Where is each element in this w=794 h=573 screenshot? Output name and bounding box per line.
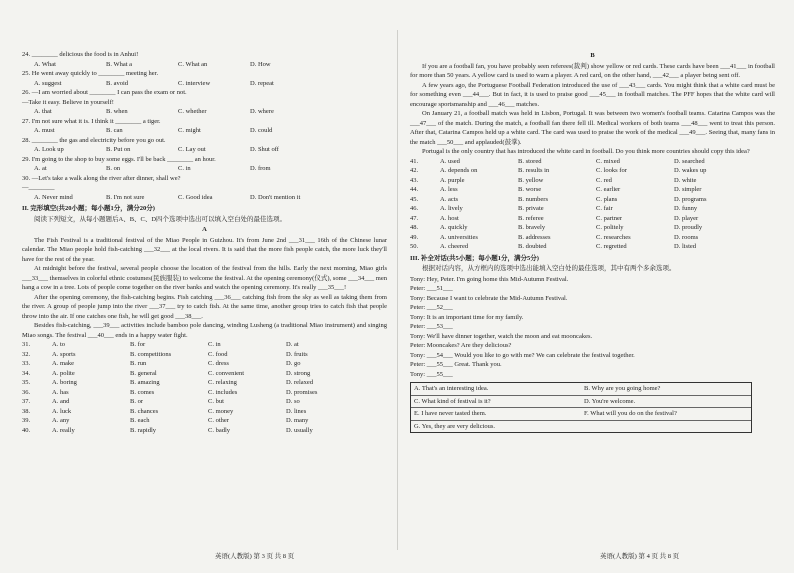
cloze-option-row [22,416,387,426]
dialog-line: Peter: ___53___ [410,323,453,330]
cloze-option-row [22,359,387,369]
question-number: 40. [22,426,31,434]
answer-option: B. I'm not sure [106,193,145,201]
section-instructions: 根据对话内容，从方框内的选项中选出能填入空白处的最佳选项，其中有两个多余选项。 [422,265,676,272]
cloze-option-row [22,426,387,436]
cloze-option: A. really [52,426,75,434]
answer-option: B. avoid [106,79,129,87]
question-response: —________ [22,184,55,191]
cloze-option: A. quickly [440,224,468,231]
cloze-option: B. chances [130,407,159,415]
section-instructions: 阅读下列短文，从每小题题后A、B、C、D四个选项中选出可以填入空白处的最佳选项。 [34,215,287,223]
cloze-option: C. food [208,350,228,358]
answer-option: A. What [34,60,56,68]
right-page [410,50,775,433]
dialog-line: Tony: ___55___ [410,370,453,378]
dialog-line: Tony: ___54___ Would you like to go with me? We can celebrate the festival together. [410,351,635,359]
passage-paragraph: If you are a football fan, you have probably seen referees(裁判) show yellow or red cards. These cards have been ___41___ in football for more than 50 years. A yellow card is used to warn a player. A red card, on the other hand, ___42___ a player being sent off. [410,62,775,79]
question-number: 31. [22,341,31,348]
cloze-option: A. any [52,417,70,424]
cloze-option: D. relaxed [286,379,314,386]
question-number: 45. [410,195,419,203]
cloze-option: D. promises [286,388,318,396]
cloze-option: B. for [130,341,146,348]
cloze-option: B. doubted [518,243,547,250]
question-number: 36. [22,388,31,396]
cloze-option: D. programs [674,195,707,203]
answer-option: B. can [106,127,123,134]
cloze-option: C. partner [596,214,622,222]
question-stem: 25. He went away quickly to ________ meeting her. [22,70,159,77]
question-number: 39. [22,417,31,424]
cloze-option: A. luck [52,407,72,415]
dialog-line: Peter: Mooncakes? Are they delicious? [410,342,512,349]
answer-option: A. must [34,127,55,134]
question-number: 46. [410,205,419,212]
answer-choice: G. Yes, they are very delicious. [414,422,496,430]
question-number: 38. [22,407,31,415]
question-stem: 30. —Let's take a walk along the river after dinner, shall we? [22,174,181,182]
question-number: 42. [410,167,419,174]
cloze-option: A. sports [52,350,76,358]
cloze-option-row [410,195,775,205]
answer-option: D. where [250,108,274,115]
answer-options [34,193,387,203]
question-stem: 27. I'm not sure what it is. I think it ________ a tiger. [22,117,161,125]
cloze-option: C. looks for [596,167,627,174]
cloze-option: C. earlier [596,186,621,193]
cloze-option: A. make [52,360,75,367]
cloze-option: A. depends on [440,167,478,174]
cloze-option-row [22,350,387,360]
cloze-option: B. numbers [518,195,548,203]
cloze-option: B. amazing [130,379,160,386]
question-response: —Take it easy. Believe in yourself! [22,98,114,106]
answer-option: C. Lay out [178,146,206,153]
answer-choice: A. That's an interesting idea. [411,383,581,396]
cloze-option-row [410,157,775,167]
dialog-line: Tony: Because I want to celebrate the Mid-Autumn Festival. [410,294,568,302]
dialog-line: Peter: ___52___ [410,304,453,311]
cloze-option: C. politely [596,224,624,231]
cloze-option: C. dress [208,360,229,367]
cloze-option: A. has [52,388,69,396]
cloze-option: B. yellow [518,176,544,184]
answer-options [34,60,387,70]
cloze-option: A. and [52,398,70,405]
question-number: 34. [22,369,31,377]
question-stem: 26. —I am worried about ________ I can pass the exam or not. [22,89,187,96]
answer-option: B. on [106,165,121,172]
cloze-option: D. fruits [286,350,308,358]
passage-paragraph: At midnight before the festival, several people choose the location of the festival from the hills. Early the next morning, Miao girls ___33___ themselves in colorful ethnic costumes(民族服装) to welcome the festival. At the opening ceremony(仪式), some ___34___ men hang a cow in a tree. Lots of people come together on the river banks and watch the opening ceremony. It's really ___35___! [22,265,387,291]
question-number: 33. [22,360,31,367]
section-heading: III. 补全对话(共5小题；每小题1分，满分5分) [410,254,539,262]
dialog-line: Peter: ___51___ [410,285,453,292]
cloze-option-row [22,340,387,350]
question-number: 48. [410,224,419,231]
cloze-option: B. or [130,398,143,405]
answer-option: B. Put on [106,146,131,153]
answer-options [34,79,387,89]
left-footer: 英语(人教版) 第 3 页 共 8 页 [215,553,295,560]
cloze-option-row [410,166,775,176]
passage-paragraph: Besides fish-catching, ___39___ activities include bamboo pole dancing, winding Lusheng (a traditional Miao instrument) and singing Miao songs. The festival ___40___ ends in a happy water fight. [22,322,387,339]
question-stem: 24. ________ delicious the food is in Anhui! [22,51,139,58]
cloze-option: C. includes [208,388,238,396]
passage-paragraph: Portugal is the only country that has introduced the white card in football. Do you think more countries should copy this idea? [422,148,750,155]
question-number: 44. [410,186,419,193]
cloze-option-row [22,369,387,379]
answer-choice: E. I have never tasted them. [411,408,581,421]
cloze-option-row [410,242,775,252]
cloze-option: C. money [208,407,234,415]
answer-option: A. at [34,165,47,172]
answer-option: A. that [34,108,52,115]
cloze-option-row [22,407,387,417]
cloze-option: A. universities [440,233,478,241]
passage-title: A [202,226,207,233]
question-number: 41. [410,157,419,165]
answer-choice-box [410,382,752,433]
cloze-option-row [22,388,387,398]
cloze-option: A. lively [440,205,463,212]
cloze-option: D. so [286,398,300,405]
question-number: 50. [410,243,419,250]
cloze-option-row [410,204,775,214]
cloze-option: D. funny [674,205,698,212]
cloze-option: C. but [208,398,224,405]
cloze-option: C. badly [208,426,231,434]
passage-paragraph: The Fish Festival is a traditional festival of the Miao People in Guizhou. It's from June 2nd ___31___ 16th of the Chinese lunar calendar. The Miao people hold fish-catching ___32___ at the local rivers. It is said that the more fish people catch, the more luck they'll have for the rest of the year. [22,236,387,263]
answer-option: A. Never mind [34,193,73,201]
cloze-option-row [22,397,387,407]
dialog-line: Tony: It is an important time for my family. [410,313,524,321]
cloze-option: D. white [674,176,697,184]
section-heading: II. 完形填空(共20小题；每小题1分，满分20分) [22,205,155,212]
cloze-option: B. rapidly [130,426,156,434]
dialog-line: Peter: ___55___ Great. Thank you. [410,361,502,368]
answer-option: B. What a [106,60,133,68]
answer-options [34,107,387,117]
answer-choice: B. Why are you going home? [581,383,751,396]
cloze-option: A. to [52,341,65,348]
answer-option: C. What an [178,60,208,68]
answer-options [34,126,387,136]
question-number: 32. [22,350,31,358]
answer-option: A. suggest [34,79,62,87]
cloze-option: D. at [286,341,299,348]
cloze-option: B. bravely [518,224,546,231]
passage-paragraph: On January 21, a football match was held in Lisbon, Portugal. It was between two women's football teams. Catarina Campos was the ___47___ of the match. During the match, a football fan there fell ill. Medical workers of both teams ___48___ went to treat this person. After that, Catarina Campos held up a white card. The card was used to praise the work of the medical ___49___. Seeing that, many fans in the match ___50___ and applauded(鼓掌). [410,110,775,146]
cloze-option: D. strong [286,369,311,377]
answer-options [34,164,387,174]
cloze-option: D. player [674,214,699,222]
left-page [22,50,387,435]
cloze-option-row [410,223,775,233]
answer-options [34,145,387,155]
cloze-option-row [22,378,387,388]
answer-option: D. Shut off [250,146,279,153]
answer-option: C. in [178,165,191,172]
question-number: 49. [410,233,419,241]
cloze-option-row [410,233,775,243]
answer-choice: F. What will you do on the festival? [581,408,751,421]
dialog-line: Tony: We'll have dinner together, watch the moon and eat mooncakes. [410,332,593,340]
answer-option: D. How [250,60,271,68]
cloze-option: C. relaxing [208,379,237,386]
cloze-option: D. searched [674,157,705,165]
cloze-option: A. boring [52,379,77,386]
cloze-option-row [410,214,775,224]
right-footer: 英语(人教版) 第 4 页 共 8 页 [600,553,680,560]
cloze-option: D. lines [286,407,307,415]
cloze-option: A. less [440,186,458,193]
cloze-option: B. run [130,360,147,367]
cloze-option: C. in [208,341,221,348]
cloze-option: D. wakes up [674,167,707,174]
cloze-option: A. acts [440,195,459,203]
cloze-option-row [410,185,775,195]
cloze-option: C. fair [596,205,613,212]
answer-option: D. could [250,127,273,134]
cloze-option: D. go [286,360,301,367]
answer-option: B. when [106,108,128,115]
question-number: 37. [22,398,31,405]
page-divider [397,30,398,550]
cloze-option: A. used [440,157,460,165]
dialog-line: Tony: Hey, Peter. I'm going home this Mid-Autumn Festival. [410,275,569,283]
question-number: 43. [410,176,419,184]
cloze-option: B. worse [518,186,542,193]
cloze-option: B. stored [518,157,542,165]
cloze-option: B. addresses [518,233,551,241]
passage-title: B [590,52,595,59]
cloze-option: B. general [130,369,157,377]
cloze-option: D. many [286,417,309,424]
cloze-option: B. results in [518,167,550,174]
cloze-option-row [410,176,775,186]
cloze-option: B. referee [518,214,544,222]
answer-option: C. whether [178,108,207,115]
answer-choice: D. You're welcome. [581,396,751,409]
answer-option: A. Look up [34,146,64,153]
answer-option: C. Good idea [178,193,213,201]
cloze-option: A. polite [52,369,75,377]
cloze-option: C. other [208,417,229,424]
cloze-option: A. host [440,214,459,222]
answer-option: D. from [250,165,271,172]
question-stem: 29. I'm going to the shop to buy some eggs. I'll be back ________ an hour. [22,155,216,163]
cloze-option: D. simpler [674,186,702,193]
cloze-option: A. cheered [440,243,469,250]
cloze-option: C. regretted [596,243,627,250]
answer-option: D. repeat [250,79,274,87]
cloze-option: C. plans [596,195,618,203]
question-number: 35. [22,379,31,386]
cloze-option: A. purple [440,176,465,184]
cloze-option: B. comes [130,388,155,396]
cloze-option: B. private [518,205,544,212]
cloze-option: C. researches [596,233,631,241]
cloze-option: D. listed [674,243,697,250]
question-number: 47. [410,214,419,222]
cloze-option: D. rooms [674,233,699,241]
cloze-option: B. competitions [130,350,172,358]
question-stem: 28. ________ the gas and electricity before you go out. [22,136,166,144]
cloze-option: C. convenient [208,369,245,377]
passage-paragraph: After the opening ceremony, the fish-catching begins. Fish catching ___36___ catching fish from the sky as well as taking them from the river. A group of people jump into the river ___37___ try to catch fish. At the same time, another group tries to catch fish that people throw into the air. If one catches one fish, he will get good ___38___. [22,293,387,320]
passage-paragraph: A few years ago, the Portuguese Football Federation introduced the use of ___43___ cards. You might think that a white card must be for something even ___44___. But in fact, it is used to praise good ___45___ in football matches. The PFF hopes that the white card will encourage sportsmanship and ___46___ matches. [410,81,775,108]
answer-choice: C. What kind of festival is it? [411,396,581,409]
cloze-option: D. usually [286,426,313,434]
cloze-option: C. red [596,176,612,184]
cloze-option: D. proudly [674,224,703,231]
answer-choice [581,421,751,433]
answer-option: C. interview [178,79,211,87]
answer-option: C. might [178,127,201,134]
cloze-option: B. each [130,417,150,424]
answer-option: D. Don't mention it [250,193,301,201]
cloze-option: C. mixed [596,157,620,165]
